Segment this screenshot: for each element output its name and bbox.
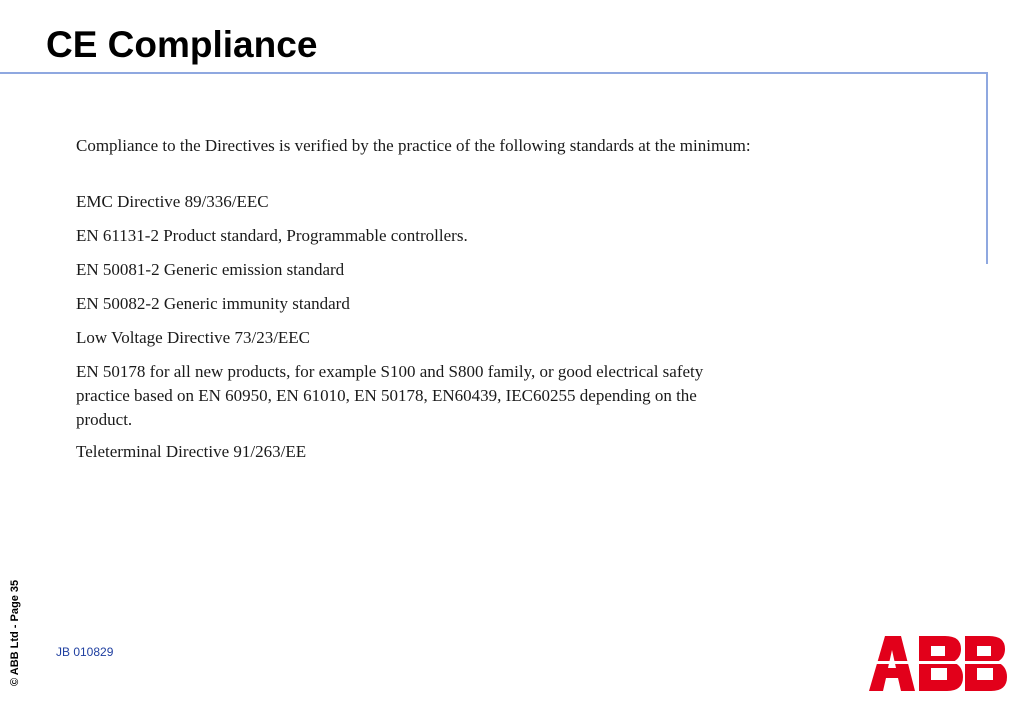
- footer-code: JB 010829: [56, 645, 114, 659]
- standard-item-teleterminal: Teleterminal Directive 91/263/EE: [76, 442, 307, 461]
- abb-logo: [869, 636, 1007, 691]
- title-divider: [0, 72, 988, 74]
- standard-item-en50081: EN 50081-2 Generic emission standard: [76, 260, 345, 279]
- slide-title: CE Compliance: [46, 24, 318, 65]
- copyright-page-label: © ABB Ltd - Page 35: [9, 579, 21, 686]
- standard-item-emc: EMC Directive 89/336/EEC: [76, 192, 269, 211]
- standard-item-en50082: EN 50082-2 Generic immunity standard: [76, 294, 350, 313]
- standard-item-en61131: EN 61131-2 Product standard, Programmable controllers.: [76, 226, 468, 245]
- intro-paragraph: Compliance to the Directives is verified by the practice of the following standards at the minimum:: [76, 136, 751, 155]
- standard-item-low-voltage: Low Voltage Directive 73/23/EEC: [76, 328, 311, 347]
- frame-divider: [986, 72, 988, 264]
- standard-item-en50178: EN 50178 for all new products, for example S100 and S800 family, or good electrical safety practice based on EN 60950, EN 61010, EN 50178, EN60439, IEC60255 depending on the product.: [76, 362, 704, 429]
